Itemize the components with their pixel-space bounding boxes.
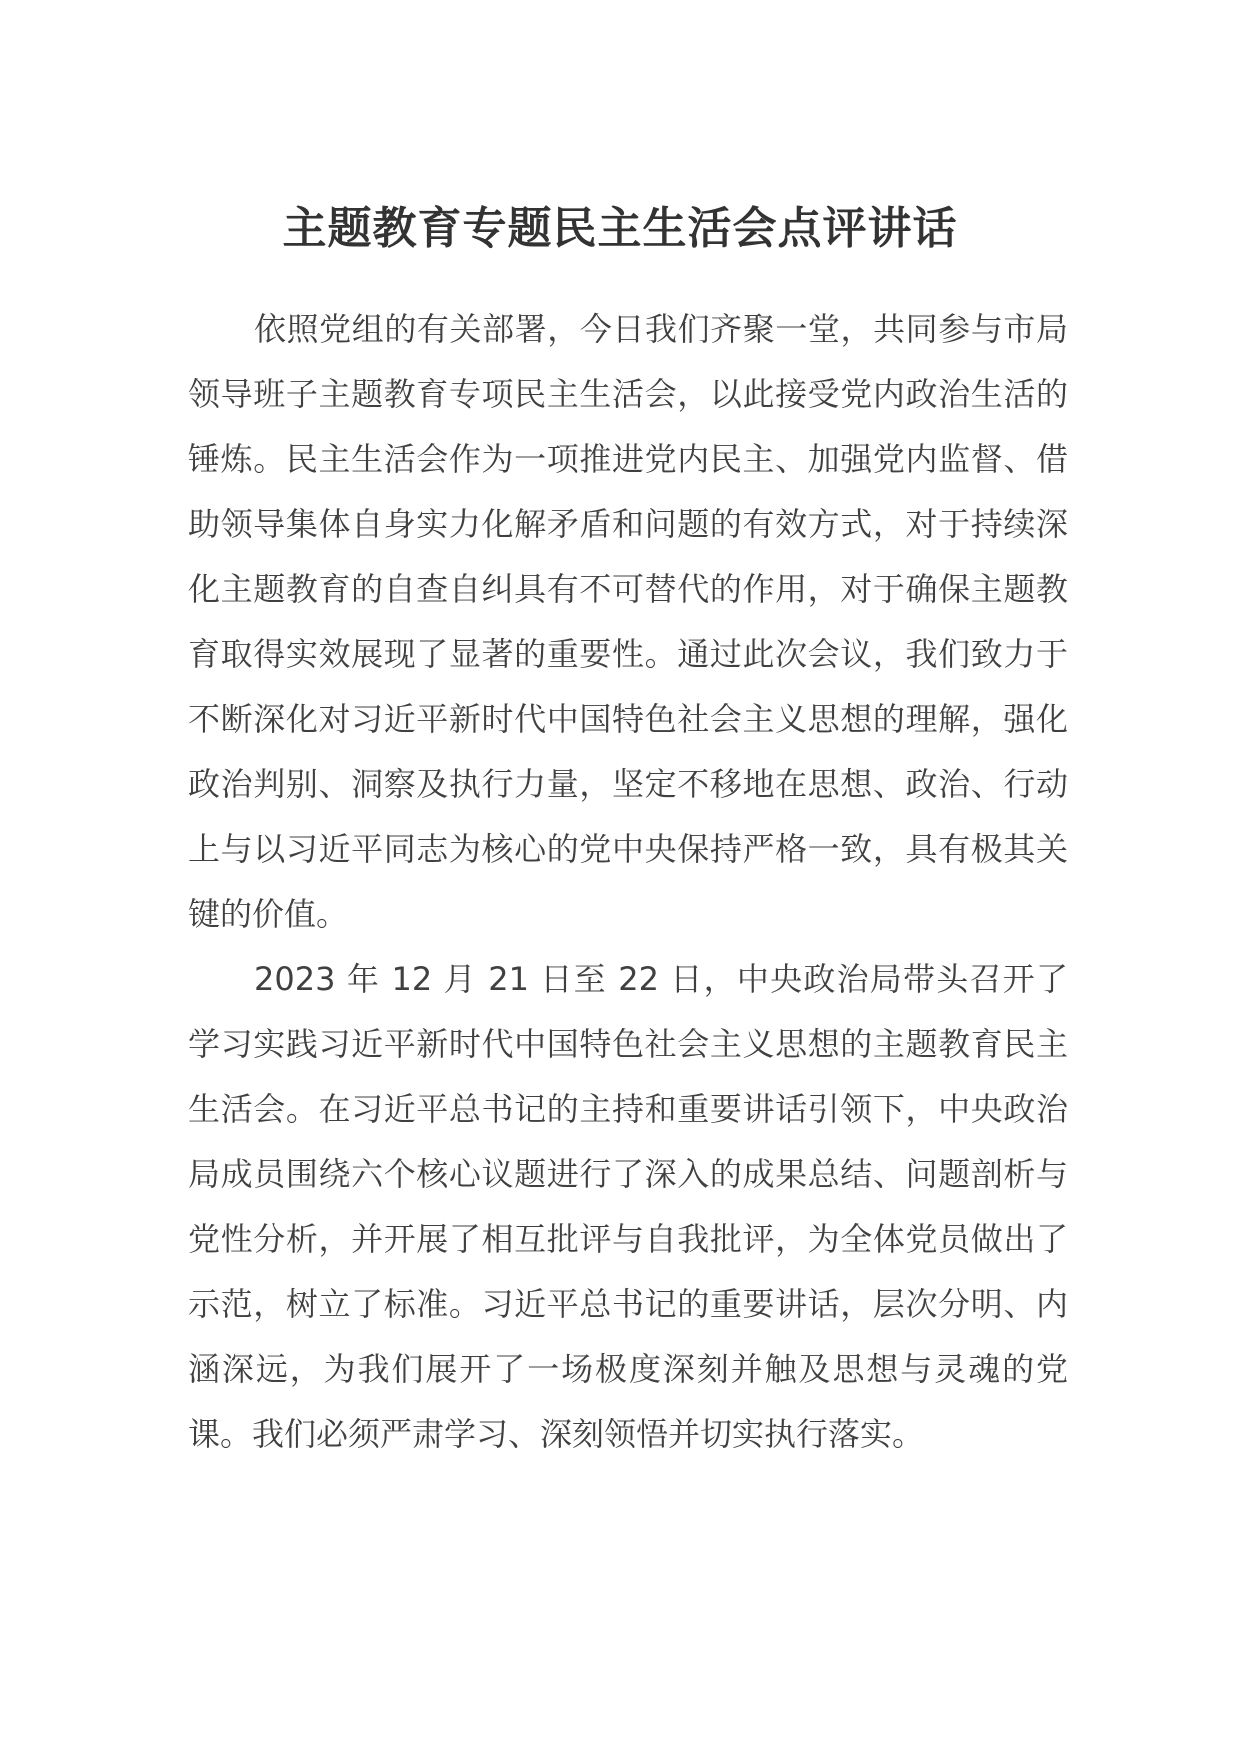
document-body xyxy=(188,297,1068,1467)
paragraph-1: 依照党组的有关部署，今日我们齐聚一堂，共同参与市局领导班子主题教育专项民主生活会，以此接受党内政治生活的锤炼。民主生活会作为一项推进党内民主、加强党内监督、借助领导集体自身实力化解矛盾和问题的有效方式，对于持续深化主题教育的自查自纠具有不可替代的作用，对于确保主题教育取得实效展现了显著的重要性。通过此次会议，我们致力于不断深化对习近平新时代中国特色社会主义思想的理解，强化政治判别、洞察及执行力量，坚定不移地在思想、政治、行动上与以习近平同志为核心的党中央保持严格一致，具有极其关键的价值。 xyxy=(188,310,1068,933)
document-title: 主题教育专题民主生活会点评讲话 xyxy=(282,203,958,254)
paragraph-2: 2023 年 12 月 21 日至 22 日，中央政治局带头召开了学习实践习近平新时代中国特色社会主义思想的主题教育民主生活会。在习近平总书记的主持和重要讲话引领下，中央政治局成员围绕六个核心议题进行了深入的成果总结、问题剖析与党性分析，并开展了相互批评与自我批评，为全体党员做出了示范，树立了标准。习近平总书记的重要讲话，层次分明、内涵深远，为我们展开了一场极度深刻并触及思想与灵魂的党课。我们必须严肃学习、深刻领悟并切实执行落实。 xyxy=(188,960,1068,1453)
